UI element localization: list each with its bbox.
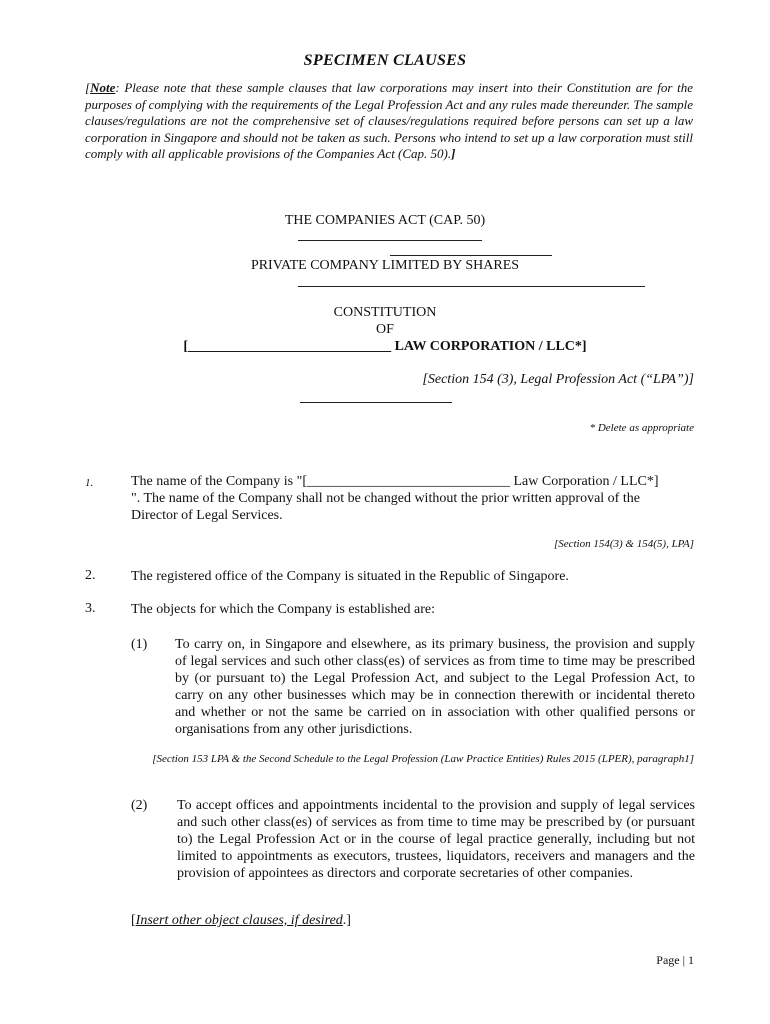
page-number: Page | 1	[656, 953, 694, 967]
object-number: (2)	[131, 798, 148, 813]
object-text: To carry on, in Singapore and elsewhere, as its primary business, the provision and supply of legal services and such other class(es) of services as from time to time may be prescribed by (or pursuant to) the Legal Profession Act, and subject to the Legal Profession Act, to carry on any other businesses which may be in connection therewith or incidental thereto and whether or not the same be carried on in association with other qualified persons or organisations from any other jurisdictions.	[175, 637, 695, 737]
of-heading: OF	[376, 322, 394, 337]
delete-note: * Delete as appropriate	[589, 422, 694, 434]
section-reference: [Section 154 (3), Legal Profession Act (“LPA”)]	[422, 372, 694, 387]
corporation-name-line	[0, 339, 770, 355]
clause-text: The objects for which the Company is established are:	[131, 602, 436, 617]
document-title: SPECIMEN CLAUSES	[303, 52, 467, 69]
clause-text: The name of the Company is "[_____________________________ Law Corporation / LLC*] ". The name of the Company shall not be changed without the prior written approval of the Director of Legal Services.	[131, 474, 659, 523]
clause-number: 3.	[85, 601, 96, 616]
clause-reference: [Section 154(3) & 154(5), LPA]	[553, 538, 694, 550]
divider-rule	[300, 402, 452, 403]
company-type: PRIVATE COMPANY LIMITED BY SHARES	[250, 258, 520, 273]
object-reference: [Section 153 LPA & the Second Schedule to the Legal Profession (Law Practice Entities) Rules 2015 (LPER), paragraph1]	[152, 753, 694, 765]
note-label: Note	[90, 80, 116, 95]
insert-note	[131, 912, 351, 929]
clause-number: 2.	[85, 568, 96, 583]
insert-close-bracket: .]	[342, 913, 351, 928]
note-open-bracket: [	[85, 80, 91, 95]
divider-rule	[298, 286, 645, 287]
note-text: : Please note that these sample clauses that law corporations may insert into their Constitution are for the purposes of complying with the requirements of the Legal Profession Act and any rules made thereunder. The sample clauses/regulations are not the comprehensive set of clauses/regulations required before persons can set up a law corporation in Singapore and should not be taken as such. Persons who intend to set up a law corporation must still comply with all applicable provisions of the Companies Act (Cap. 50).	[85, 80, 693, 162]
corp-name-suffix: LAW CORPORATION / LLC*]	[391, 339, 587, 354]
clause-number: 1.	[85, 477, 94, 489]
note-close-bracket: ]	[451, 146, 456, 162]
insert-note-text: Insert other object clauses, if desired	[135, 913, 343, 928]
constitution-heading: CONSTITUTION	[333, 305, 437, 320]
corp-name-blank: _____________________________	[188, 339, 392, 354]
note-paragraph	[85, 80, 693, 163]
object-text: To accept offices and appointments incidental to the provision and supply of legal services and such other class(es) of services as from time to time may be prescribed by (or pursuant to) the Legal Profession Act or in the course of legal practice generally, including but not limited to appointments as executors, trustees, liquidators, receivers and managers and the provision of appointees as directors and corporate secretaries of other companies.	[177, 798, 695, 881]
divider-rule	[390, 255, 552, 256]
divider-rule	[298, 240, 482, 241]
insert-open-bracket: [	[131, 913, 136, 928]
corp-open-bracket: [	[183, 339, 189, 354]
act-title: THE COMPANIES ACT (CAP. 50)	[284, 213, 486, 228]
clause-text: The registered office of the Company is situated in the Republic of Singapore.	[131, 569, 569, 584]
object-number: (1)	[131, 637, 148, 652]
